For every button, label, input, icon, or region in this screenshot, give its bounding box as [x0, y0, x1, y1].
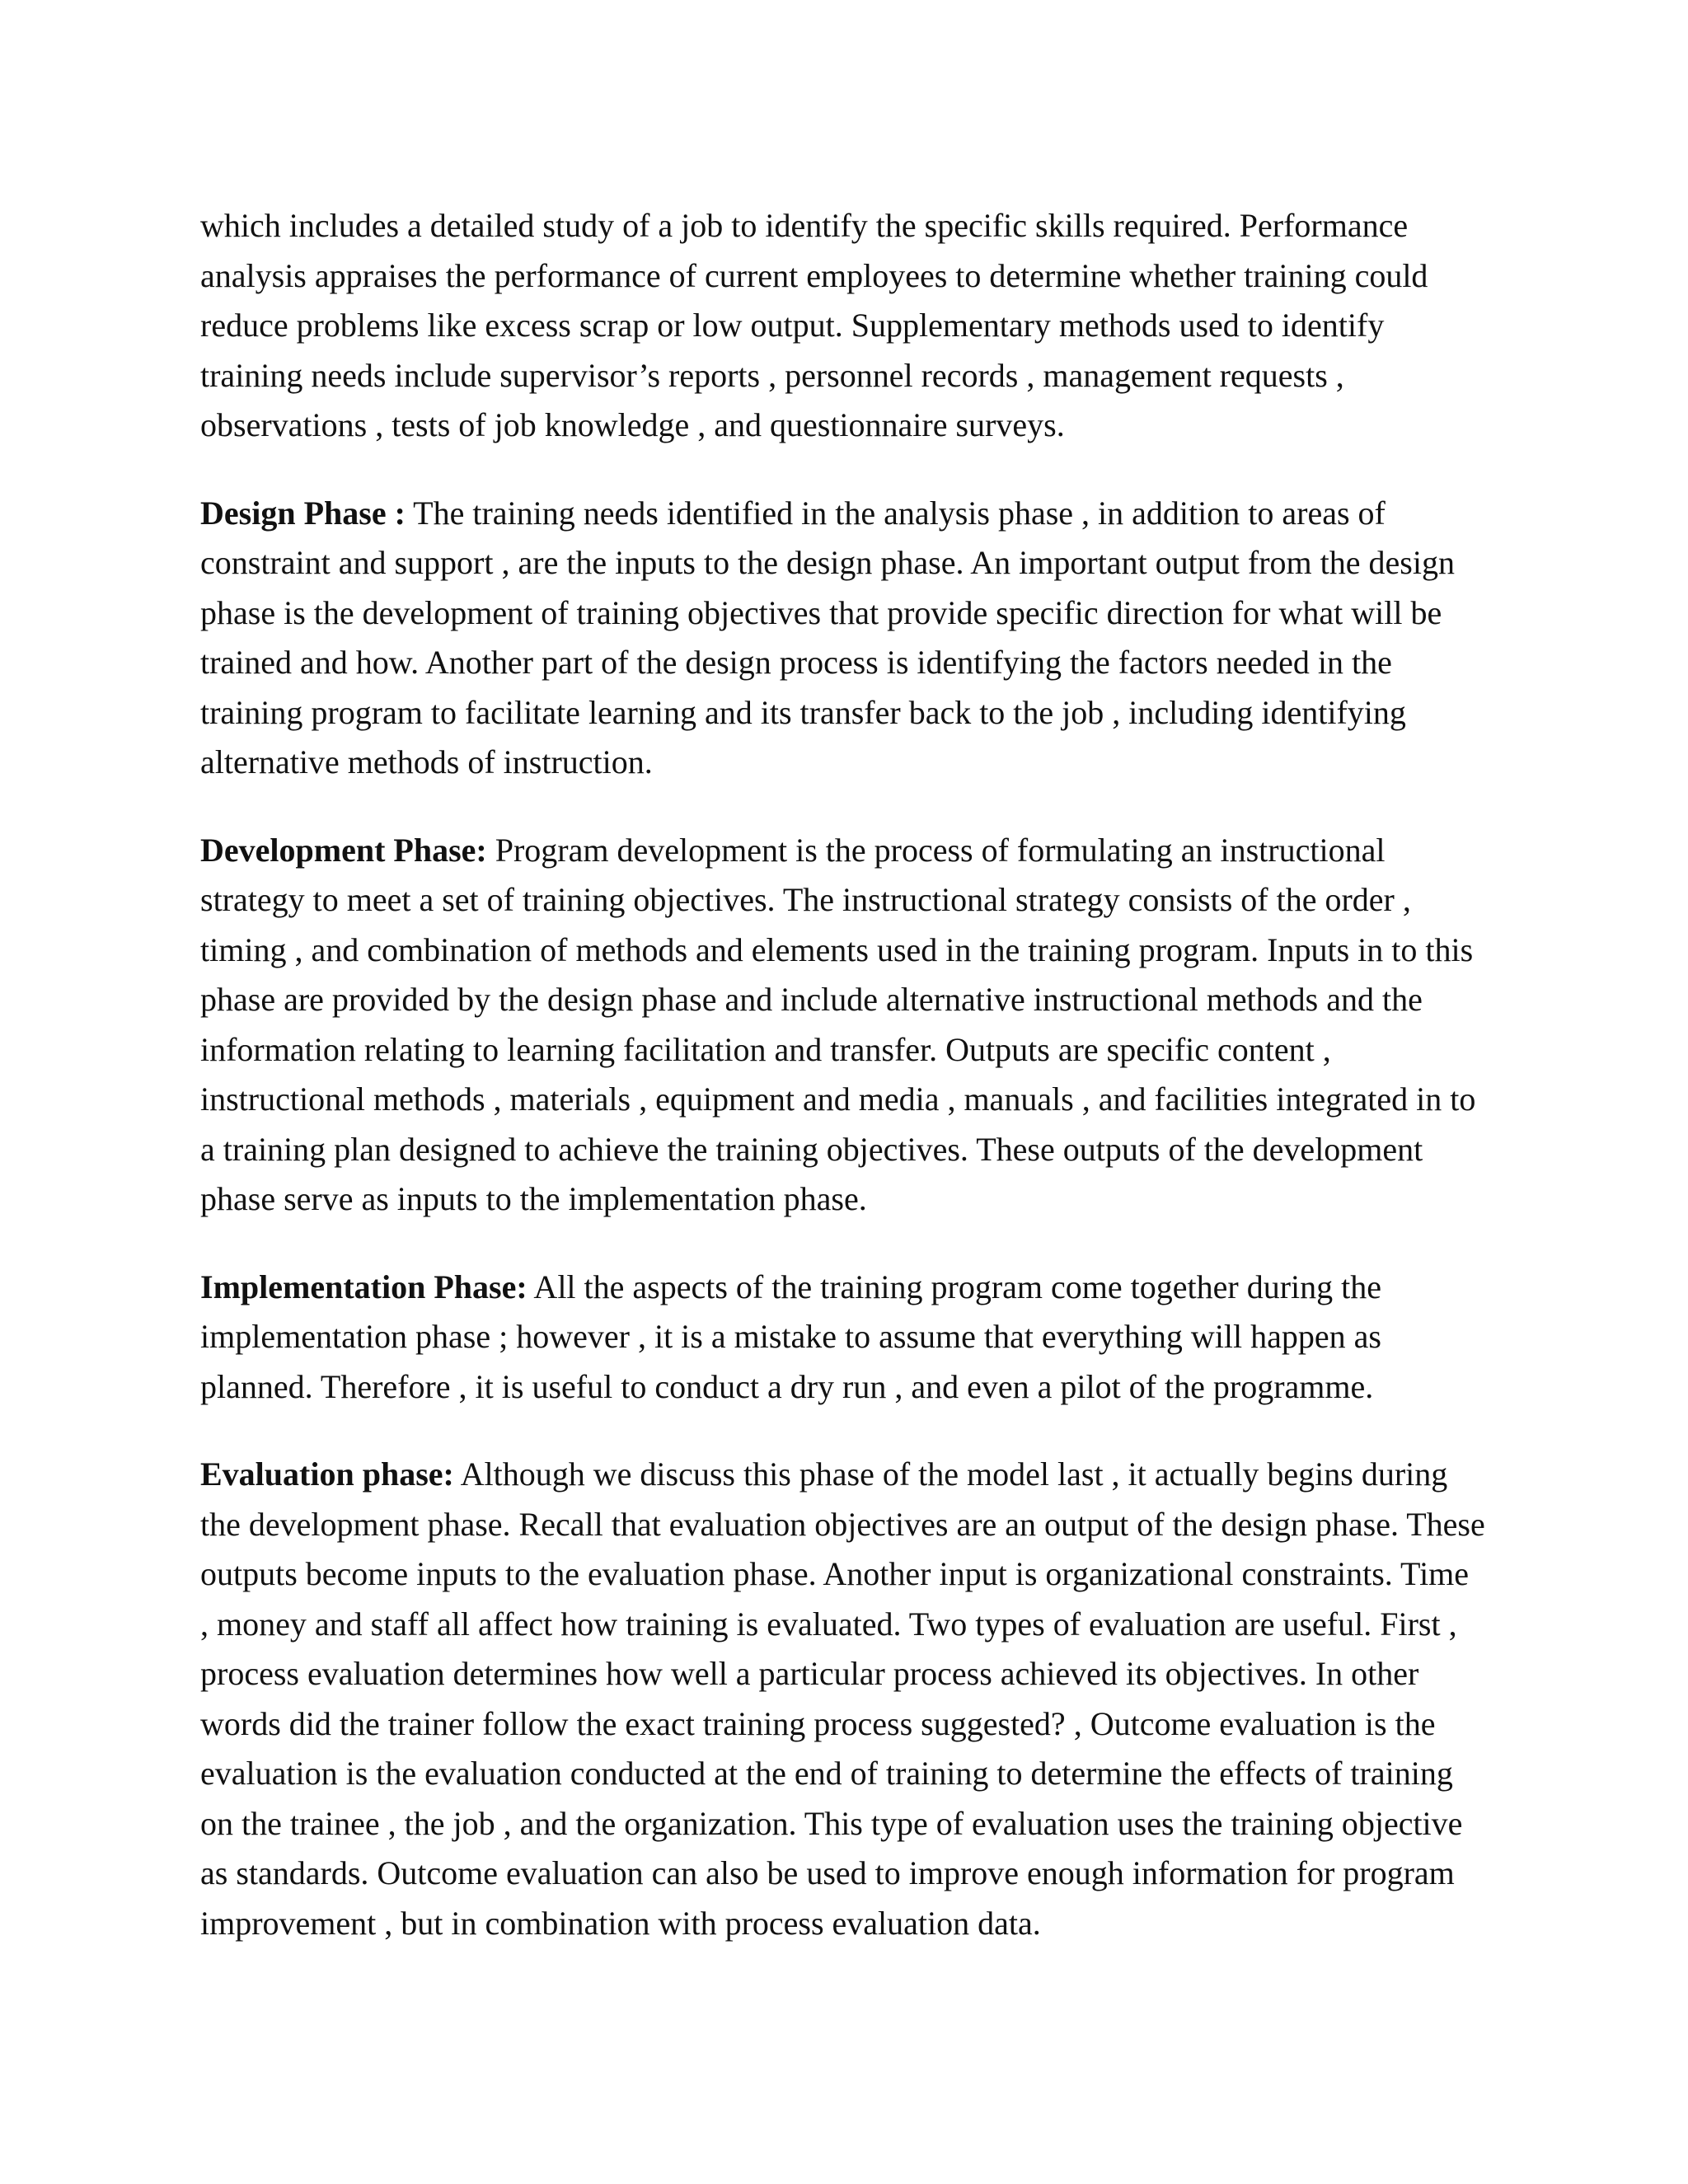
text-line: alternative methods of instruction.: [200, 743, 653, 780]
text-line: the development phase. Recall that evaluation objectives are an output of the design phase. These: [200, 1505, 1485, 1543]
text-line: training program to facilitate learning and its transfer back to the job , including identifying: [200, 693, 1406, 731]
document-page: [200, 201, 1503, 1986]
text-fragment: The training needs identified in the analysis phase , in addition to areas of: [405, 494, 1386, 532]
text-line: reduce problems like excess scrap or low output. Supplementary methods used to identify: [200, 307, 1385, 344]
text-line: outputs become inputs to the evaluation phase. Another input is organizational constraints. Time: [200, 1555, 1470, 1592]
text-line: information relating to learning facilitation and transfer. Outputs are specific content ,: [200, 1030, 1331, 1068]
text-fragment: All the aspects of the training program come together during the: [527, 1268, 1382, 1305]
text-line: constraint and support , are the inputs to the design phase. An important output from the design: [200, 544, 1455, 581]
paragraph-evaluation-phase: [200, 1450, 1503, 1948]
text-line: words did the trainer follow the exact training process suggested? , Outcome evaluation is the: [200, 1704, 1436, 1742]
text-line: strategy to meet a set of training objectives. The instructional strategy consists of the order ,: [200, 881, 1411, 918]
paragraph-analysis-continued: [200, 201, 1503, 451]
text-line: trained and how. Another part of the design process is identifying the factors needed in the: [200, 644, 1392, 681]
text-line: analysis appraises the performance of current employees to determine whether training could: [200, 256, 1428, 294]
text-fragment: Program development is the process of formulating an instructional: [486, 831, 1386, 869]
text-line: timing , and combination of methods and elements used in the training program. Inputs in to this: [200, 930, 1474, 968]
text-line: process evaluation determines how well a particular process achieved its objectives. In other: [200, 1655, 1419, 1692]
paragraph-development-phase: [200, 826, 1503, 1225]
text-line: evaluation is the evaluation conducted at the end of training to determine the effects of training: [200, 1755, 1453, 1792]
text-line: training needs include supervisor’s reports , personnel records , management requests ,: [200, 356, 1344, 394]
text-line: improvement , but in combination with process evaluation data.: [200, 1904, 1041, 1942]
text-line: planned. Therefore , it is useful to conduct a dry run , and even a pilot of the programme.: [200, 1367, 1374, 1405]
text-line: as standards. Outcome evaluation can also be used to improve enough information for program: [200, 1854, 1455, 1891]
paragraph-implementation-phase: [200, 1263, 1503, 1413]
text-line: , money and staff all affect how training is evaluated. Two types of evaluation are useful. First ,: [200, 1605, 1457, 1643]
text-line: phase are provided by the design phase and include alternative instructional methods and the: [200, 981, 1423, 1018]
design-phase-heading: Design Phase :: [200, 494, 406, 532]
evaluation-phase-heading: Evaluation phase:: [200, 1455, 454, 1493]
text-line: phase serve as inputs to the implementation phase.: [200, 1180, 867, 1217]
text-line: [200, 489, 1503, 539]
text-line: [200, 1450, 1503, 1500]
text-line: which includes a detailed study of a job to identify the specific skills required. Performance: [200, 207, 1409, 244]
text-fragment: Although we discuss this phase of the model last , it actually begins during: [453, 1455, 1448, 1493]
text-line: [200, 1263, 1503, 1313]
text-line: implementation phase ; however , it is a mistake to assume that everything will happen as: [200, 1318, 1381, 1355]
text-line: phase is the development of training objectives that provide specific direction for what will be: [200, 593, 1442, 631]
text-line: instructional methods , materials , equipment and media , manuals , and facilities integrated in to: [200, 1080, 1476, 1118]
text-line: [200, 826, 1503, 876]
development-phase-heading: Development Phase:: [200, 831, 487, 869]
text-line: observations , tests of job knowledge , and questionnaire surveys.: [200, 406, 1065, 443]
paragraph-design-phase: [200, 489, 1503, 788]
text-line: on the trainee , the job , and the organization. This type of evaluation uses the training objective: [200, 1804, 1463, 1842]
implementation-phase-heading: Implementation Phase:: [200, 1268, 528, 1305]
text-line: a training plan designed to achieve the training objectives. These outputs of the development: [200, 1130, 1423, 1168]
